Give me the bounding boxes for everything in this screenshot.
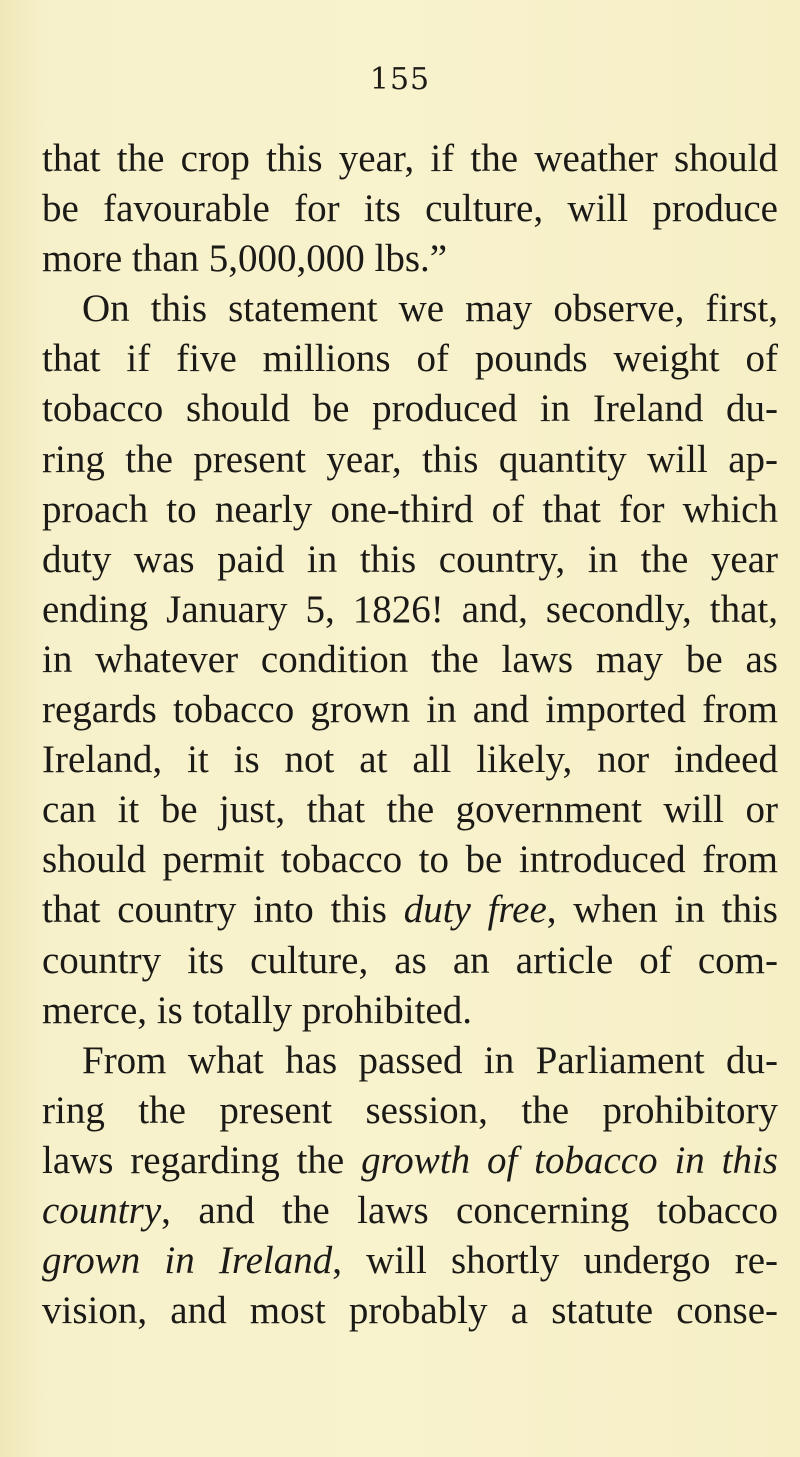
- text-segment: more than 5,000,000 lbs.”: [42, 237, 448, 281]
- text-line: [42, 284, 778, 334]
- text-segment: can it be just, that the government will or: [42, 788, 778, 832]
- text-line: [42, 384, 778, 434]
- text-line: [42, 535, 778, 585]
- text-segment: ring the present session, the prohibitory: [42, 1088, 778, 1132]
- text-line: [42, 1236, 778, 1286]
- text-line: [42, 585, 778, 635]
- text-line: [42, 1136, 778, 1186]
- text-segment: proach to nearly one-third of that for which: [42, 487, 778, 531]
- page-number: 155: [369, 62, 431, 97]
- text-line: [42, 1286, 778, 1336]
- italic-text: duty free: [403, 888, 547, 932]
- text-segment: should permit tobacco to be introduced from: [42, 838, 778, 882]
- text-segment: in whatever condition the laws may be as: [42, 637, 778, 681]
- text-line: [42, 635, 778, 685]
- text-segment: , when in this: [546, 888, 778, 932]
- text-segment: , will shortly undergo re-: [332, 1239, 778, 1283]
- body-text: [42, 134, 778, 1336]
- text-line: [42, 435, 778, 485]
- text-segment: Ireland, it is not at all likely, nor indeed: [42, 738, 778, 782]
- text-segment: , and the laws concerning tobacco: [161, 1188, 778, 1232]
- text-line: [42, 785, 778, 835]
- italic-text: grown in Ireland: [42, 1239, 333, 1283]
- text-line: [42, 986, 778, 1036]
- text-segment: country its culture, as an article of com-: [42, 938, 778, 982]
- text-line: [42, 685, 778, 735]
- italic-text: country: [42, 1188, 162, 1232]
- text-segment: duty was paid in this country, in the year: [42, 537, 778, 581]
- text-line: [42, 885, 778, 935]
- text-line: [42, 134, 778, 184]
- italic-text: growth of tobacco in this: [361, 1138, 778, 1182]
- text-line: [42, 735, 778, 785]
- text-line: [42, 334, 778, 384]
- text-segment: be favourable for its culture, will produce: [42, 187, 778, 231]
- text-line: [42, 485, 778, 535]
- text-line: [42, 234, 778, 284]
- text-segment: ending January 5, 1826! and, secondly, that,: [42, 587, 778, 631]
- text-segment: ring the present year, this quantity will ap-: [42, 437, 778, 481]
- text-segment: vision, and most probably a statute conse-: [42, 1289, 778, 1333]
- text-line: [42, 184, 778, 234]
- text-line: [42, 1186, 778, 1236]
- text-segment: laws regarding the: [42, 1138, 362, 1182]
- text-segment: From what has passed in Parliament du-: [82, 1038, 778, 1082]
- text-segment: that if five millions of pounds weight of: [42, 337, 778, 381]
- text-line: [42, 936, 778, 986]
- text-segment: that the crop this year, if the weather should: [42, 137, 778, 180]
- text-line: [42, 835, 778, 885]
- text-segment: merce, is totally prohibited.: [42, 988, 472, 1032]
- text-segment: that country into this: [42, 888, 404, 932]
- text-segment: regards tobacco grown in and imported from: [42, 688, 778, 732]
- text-segment: On this statement we may observe, first,: [82, 287, 778, 331]
- text-line: [42, 1086, 778, 1136]
- text-line: [42, 1036, 778, 1086]
- text-segment: tobacco should be produced in Ireland du-: [42, 387, 778, 431]
